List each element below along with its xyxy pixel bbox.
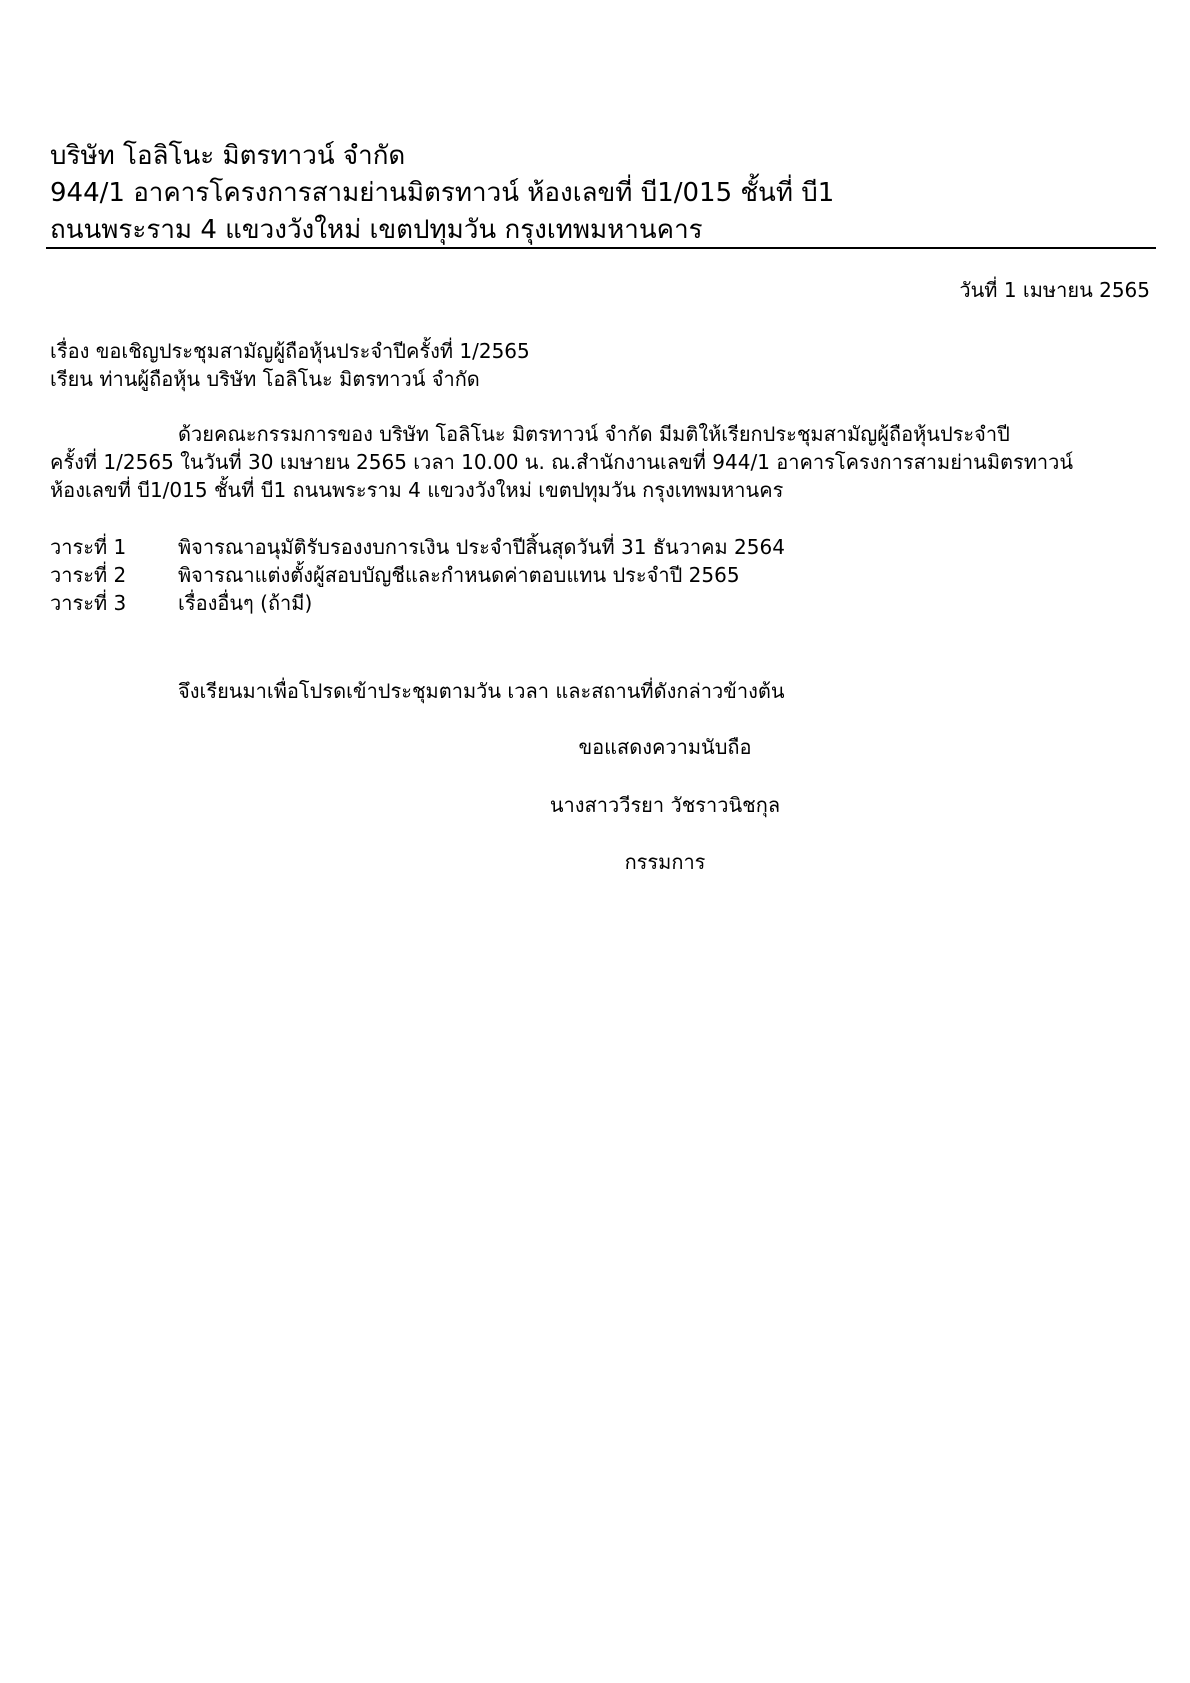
letter-recipient: เรียน ท่านผู้ถือหุ้น บริษัท โอลิโนะ มิตรทาวน์ จำกัด — [50, 367, 480, 391]
subject-block — [50, 337, 530, 393]
agenda-item-number: วาระที่ 1 — [50, 535, 127, 559]
company-address-line-1: 944/1 อาคารโครงการสามย่านมิตรทาวน์ ห้องเลขที่ บี1/015 ชั้นที่ บี1 — [50, 178, 835, 208]
letter-subject: เรื่อง ขอเชิญประชุมสามัญผู้ถือหุ้นประจำปีครั้งที่ 1/2565 — [50, 339, 530, 363]
agenda-item-number: วาระที่ 3 — [50, 591, 127, 615]
agenda-item-text: พิจารณาอนุมัติรับรองงบการเงิน ประจำปีสิ้นสุดวันที่ 31 ธันวาคม 2564 — [178, 535, 785, 559]
agenda-item — [50, 561, 785, 589]
closing-statement: จึงเรียนมาเพื่อโปรดเข้าประชุมตามวัน เวลา และสถานที่ดังกล่าวข้างต้น — [178, 679, 785, 703]
body-line-1: ด้วยคณะกรรมการของ บริษัท โอลิโนะ มิตรทาวน์ จำกัด มีมติให้เรียกประชุมสามัญผู้ถือหุ้นประจำปี — [178, 422, 1010, 446]
letterhead — [50, 138, 1158, 249]
letterhead-divider — [46, 247, 1156, 249]
signatory-position: กรรมการ — [624, 850, 706, 874]
agenda-list — [50, 533, 785, 617]
signatory-name: นางสาววีรยา วัชราวนิชกุล — [549, 793, 781, 817]
body-line-3: ห้องเลขที่ บี1/015 ชั้นที่ บี1 ถนนพระราม 4 แขวงวังใหม่ เขตปทุมวัน กรุงเทพมหานคร — [50, 478, 784, 502]
company-name: บริษัท โอลิโนะ มิตรทาวน์ จำกัด — [50, 141, 406, 171]
agenda-item — [50, 533, 785, 561]
letter-body — [50, 420, 1150, 504]
signature-regards: ขอแสดงความนับถือ — [578, 735, 752, 759]
letter-date: วันที่ 1 เมษายน 2565 — [959, 278, 1150, 302]
agenda-item-text: พิจารณาแต่งตั้งผู้สอบบัญชีและกำหนดค่าตอบแทน ประจำปี 2565 — [178, 563, 740, 587]
agenda-item — [50, 589, 785, 617]
body-line-2: ครั้งที่ 1/2565 ในวันที่ 30 เมษายน 2565 เวลา 10.00 น. ณ.สำนักงานเลขที่ 944/1 อาคารโครงการสามย่านมิตรทาวน์ — [50, 450, 1074, 474]
agenda-item-text: เรื่องอื่นๆ (ถ้ามี) — [178, 591, 313, 615]
company-address-line-2: ถนนพระราม 4 แขวงวังใหม่ เขตปทุมวัน กรุงเทพมหานคาร — [50, 215, 703, 245]
agenda-item-number: วาระที่ 2 — [50, 563, 127, 587]
